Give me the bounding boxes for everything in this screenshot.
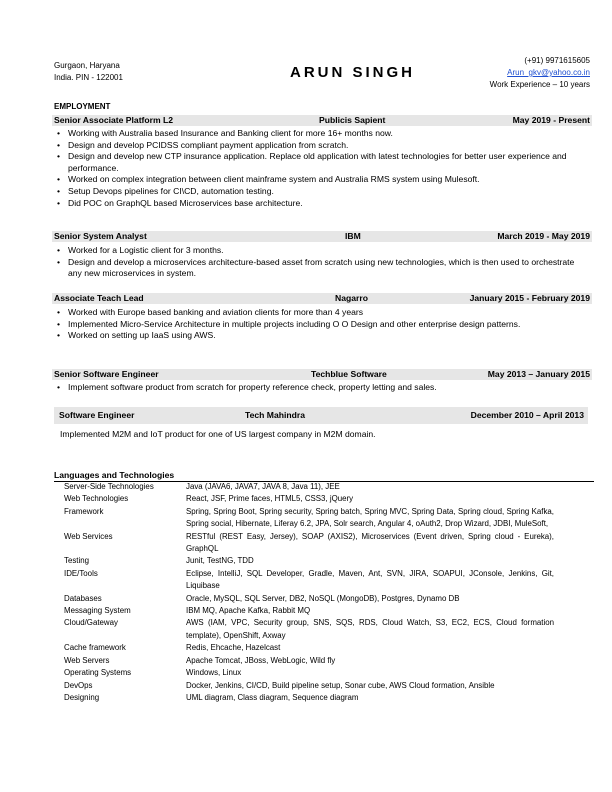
job-description: Implemented M2M and IoT product for one of US largest company in M2M domain. xyxy=(60,429,376,439)
job-company: Techblue Software xyxy=(311,369,387,379)
tech-value: Oracle, MySQL, SQL Server, DB2, NoSQL (MongoDB), Postgres, Dynamo DB xyxy=(186,593,460,603)
tech-value: React, JSF, Prime faces, HTML5, CSS3, jQuery xyxy=(186,494,354,504)
tech-key: IDE/Tools xyxy=(64,568,98,578)
table-row xyxy=(64,481,554,493)
tech-key: Databases xyxy=(64,593,102,603)
job-dates: May 2013 – January 2015 xyxy=(487,369,590,379)
tech-section-title: Languages and Technologies xyxy=(54,470,175,480)
experience-summary: Work Experience – 10 years xyxy=(489,80,590,89)
candidate-name: ARUN SINGH xyxy=(290,64,416,81)
table-row xyxy=(64,642,554,654)
job-bullets xyxy=(56,382,588,394)
job-bullets xyxy=(56,128,588,209)
location-line2: India. PIN - 122001 xyxy=(54,73,123,82)
table-row xyxy=(64,531,554,556)
table-row xyxy=(64,692,554,704)
tech-key: Framework xyxy=(64,506,104,516)
tech-value: Junit, TestNG, TDD xyxy=(186,556,254,566)
tech-key: Cache framework xyxy=(64,643,126,653)
list-item: • Implement software product from scratch for property reference check, property letting and sales. xyxy=(56,382,588,394)
list-item: • Worked on setting up IaaS using AWS. xyxy=(56,330,588,342)
tech-table xyxy=(64,481,554,704)
table-row xyxy=(64,605,554,617)
table-row xyxy=(64,593,554,605)
tech-key: Web Servers xyxy=(64,655,110,665)
list-item: • Working with Australia based Insurance and Banking client for more 16+ months now. xyxy=(56,128,588,140)
tech-value: Spring, Spring Boot, Spring security, Spring batch, Spring MVC, Spring Data, Spring cloud, Spring Kafka, Spring social, Hibernate, Liferay 6.2, JPA, Solr search, Angular 4, oAuth2, Drop Wizard, JDBI, MuleSoft, xyxy=(186,506,554,529)
location-line1: Gurgaon, Haryana xyxy=(54,61,120,70)
job-bullets xyxy=(56,245,588,280)
tech-value: Redis, Ehcache, Hazelcast xyxy=(186,643,281,653)
list-item: • Worked on complex integration between client mainframe system and Australia RMS system using Mulesoft. xyxy=(56,174,588,186)
job-title: Associate Teach Lead xyxy=(54,293,144,303)
job-bullets xyxy=(56,307,588,342)
table-row xyxy=(64,680,554,692)
tech-key: Testing xyxy=(64,556,90,566)
tech-value: Eclipse, IntelliJ, SQL Developer, Gradle, Maven, Ant, SVN, JIRA, SOAPUI, JConsole, Jenkins, Git, Liquibase xyxy=(186,568,554,591)
tech-value: AWS (IAM, VPC, Security group, SNS, SQS, RDS, Cloud Watch, S3, EC2, ECS, Cloud formation template), OpenShift, Axway xyxy=(186,618,554,640)
job-header xyxy=(52,115,592,126)
tech-key: DevOps xyxy=(64,680,93,690)
job-header xyxy=(54,407,588,424)
table-row xyxy=(64,555,554,567)
phone-number: (+91) 9971615605 xyxy=(524,56,590,65)
tech-key: Cloud/Gateway xyxy=(64,618,118,628)
tech-key: Server-Side Technologies xyxy=(64,482,154,491)
list-item: • Implemented Micro-Service Architecture in multiple projects including O O Design and other enterprise design patterns. xyxy=(56,319,588,331)
job-company: Nagarro xyxy=(335,293,368,303)
tech-value: Java (JAVA6, JAVA7, JAVA 8, Java 11), JEE xyxy=(186,482,340,491)
job-header xyxy=(52,231,592,242)
job-title: Senior System Analyst xyxy=(54,231,147,241)
list-item: • Setup Devops pipelines for CI\CD, automation testing. xyxy=(56,186,588,198)
tech-value: RESTful (REST Easy, Jersey), SOAP (AXIS2), Microservices (Event driven, Spring cloud - Eureka), GraphQL xyxy=(186,531,554,554)
list-item: • Worked with Europe based banking and aviation clients for more than 4 years xyxy=(56,307,588,319)
table-row xyxy=(64,667,554,679)
job-company: Tech Mahindra xyxy=(245,410,306,420)
tech-key: Designing xyxy=(64,692,100,702)
tech-key: Web Services xyxy=(64,531,113,541)
job-dates: January 2015 - February 2019 xyxy=(469,293,590,303)
job-header xyxy=(52,369,592,380)
email-link[interactable]: Arun_gkv@yahoo.co.in xyxy=(507,68,590,77)
table-row xyxy=(64,655,554,667)
job-dates: December 2010 – April 2013 xyxy=(470,410,584,420)
tech-value: Docker, Jenkins, CI/CD, Build pipeline setup, Sonar cube, AWS Cloud formation, Ansible xyxy=(186,680,495,690)
job-title: Senior Associate Platform L2 xyxy=(54,115,174,125)
list-item: • Design and develop a microservices architecture-based asset from scratch using new technologies, which is then used to orchestrate any new microservices in system. xyxy=(56,257,588,280)
section-title-employment: EMPLOYMENT xyxy=(54,102,111,111)
table-row xyxy=(64,568,554,593)
tech-value: IBM MQ, Apache Kafka, Rabbit MQ xyxy=(186,606,311,616)
job-dates: March 2019 - May 2019 xyxy=(497,231,590,241)
list-item: • Design and develop new CTP insurance application. Replace old application with latest technologies for better user experience and performance. xyxy=(56,151,588,174)
table-row xyxy=(64,493,554,505)
tech-value: Windows, Linux xyxy=(186,668,242,678)
job-title: Software Engineer xyxy=(59,410,135,420)
job-title: Senior Software Engineer xyxy=(54,369,159,379)
job-dates: May 2019 - Present xyxy=(512,115,590,125)
tech-key: Web Technologies xyxy=(64,494,129,504)
tech-value: Apache Tomcat, JBoss, WebLogic, Wild fly xyxy=(186,655,336,665)
tech-key: Messaging System xyxy=(64,606,131,616)
job-company: Publicis Sapient xyxy=(319,115,386,125)
table-row xyxy=(64,617,554,642)
list-item: • Did POC on GraphQL based Microservices base architecture. xyxy=(56,198,588,210)
job-header xyxy=(52,293,592,304)
list-item: • Design and develop PCIDSS compliant payment application from scratch. xyxy=(56,140,588,152)
job-company: IBM xyxy=(345,231,361,241)
table-row xyxy=(64,506,554,531)
tech-key: Operating Systems xyxy=(64,668,132,678)
tech-value: UML diagram, Class diagram, Sequence diagram xyxy=(186,692,359,702)
list-item: • Worked for a Logistic client for 3 months. xyxy=(56,245,588,257)
